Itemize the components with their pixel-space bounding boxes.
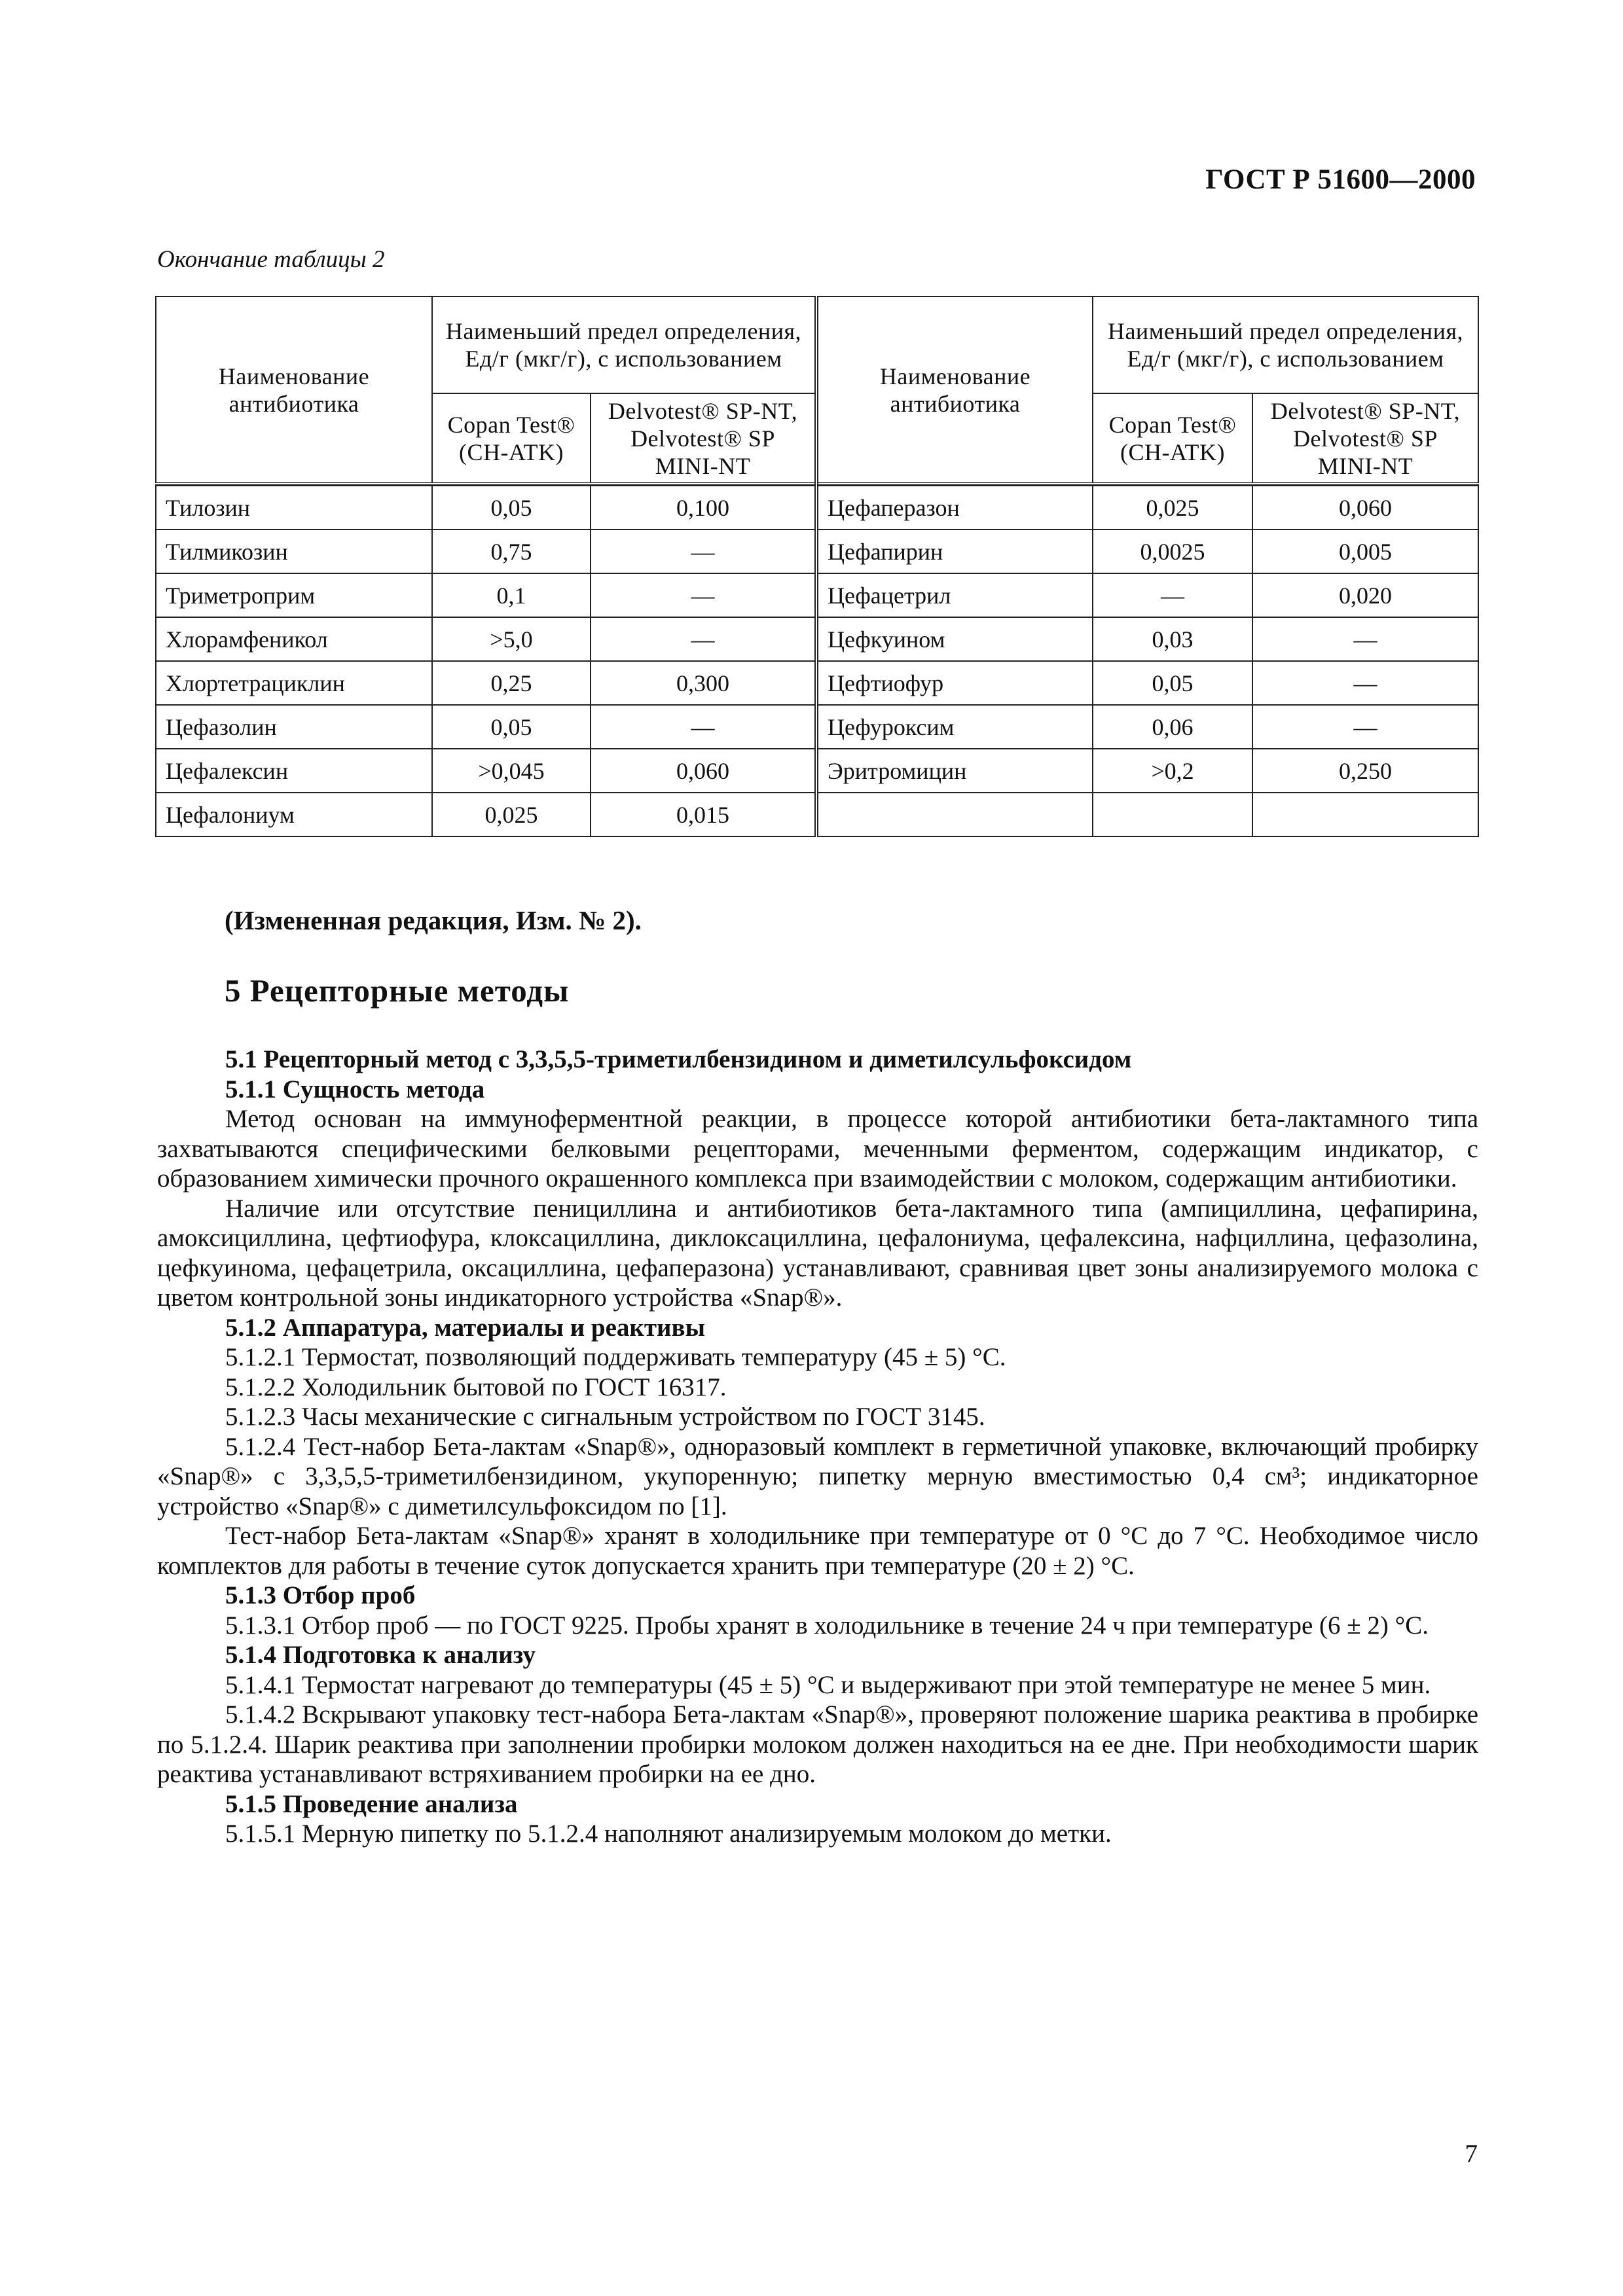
copan-value-cell: 0,0025: [1093, 529, 1252, 573]
table-row: [156, 529, 1478, 573]
subsection-heading: 5.1.4 Подготовка к анализу: [225, 1641, 536, 1669]
copan-value-cell: 0,25: [432, 661, 591, 705]
antibiotic-name-cell: [816, 793, 1093, 836]
table-row: [156, 793, 1478, 836]
paragraph: Метод основан на иммуноферментной реакции, в процессе которой антибиотики бета-лактамного типа захватываются специфическими белковыми рецепторами, меченными ферментом, содержащим индикатор, с образованием химически прочного окрашенного комплекса при взаимодействии с молоком, содержащим антибиотики.: [157, 1105, 1478, 1193]
table-row: [156, 486, 1478, 529]
antibiotic-name-cell: Хлортетрациклин: [156, 661, 432, 705]
copan-value-cell: 0,05: [1093, 661, 1252, 705]
delvotest-value-cell: 0,020: [1252, 573, 1478, 617]
copan-value-cell: —: [1093, 573, 1252, 617]
col-header-name: Наименование антибиотика: [156, 296, 432, 484]
col-header-copan: Copan Test® (CH-ATK): [1093, 393, 1252, 484]
antibiotic-name-cell: Цефкуином: [816, 617, 1093, 661]
antibiotic-name-cell: Цефалексин: [156, 749, 432, 793]
amendment-note: (Измененная редакция, Изм. № 2).: [225, 905, 642, 935]
copan-value-cell: 0,05: [432, 705, 591, 749]
subsection-heading: 5.1.5 Проведение анализа: [225, 1789, 518, 1818]
paragraph: 5.1.2.2 Холодильник бытовой по ГОСТ 16317.: [225, 1372, 727, 1401]
paragraph: 5.1.3.1 Отбор проб — по ГОСТ 9225. Пробы хранят в холодильнике в течение 24 ч при температуре (6 ± 2) °С.: [225, 1611, 1429, 1640]
antibiotic-name-cell: Цефуроксим: [816, 705, 1093, 749]
subsection-heading: 5.1 Рецепторный метод с 3,3,5,5-триметилбензидином и диметилсульфоксидом: [225, 1045, 1132, 1073]
col-header-copan: Copan Test® (CH-ATK): [432, 393, 591, 484]
antibiotic-name-cell: Эритромицин: [816, 749, 1093, 793]
delvotest-value-cell: —: [591, 617, 816, 661]
section-title: 5 Рецепторные методы: [225, 973, 570, 1009]
copan-value-cell: >0,045: [432, 749, 591, 793]
copan-value-cell: 0,025: [1093, 486, 1252, 529]
delvotest-value-cell: —: [591, 705, 816, 749]
copan-value-cell: 0,06: [1093, 705, 1252, 749]
antibiotic-name-cell: Цефтиофур: [816, 661, 1093, 705]
delvotest-value-cell: 0,060: [591, 749, 816, 793]
antibiotic-name-cell: Тилозин: [156, 486, 432, 529]
table-row: [156, 573, 1478, 617]
col-header-limit: Наименьший предел определения, Ед/г (мкг/г), с использованием: [1093, 296, 1478, 393]
antibiotic-name-cell: Цефалониум: [156, 793, 432, 836]
delvotest-value-cell: 0,015: [591, 793, 816, 836]
table-row: [156, 705, 1478, 749]
delvotest-value-cell: —: [1252, 661, 1478, 705]
copan-value-cell: [1093, 793, 1252, 836]
table-row: [156, 661, 1478, 705]
col-header-delvotest: Delvotest® SP-NT, Delvotest® SP MINI-NT: [591, 393, 816, 484]
table-row: [156, 749, 1478, 793]
subsection-heading: 5.1.1 Сущность метода: [225, 1075, 485, 1103]
page-number: 7: [1465, 2140, 1478, 2168]
subsection-heading: 5.1.3 Отбор проб: [225, 1581, 416, 1609]
delvotest-value-cell: 0,100: [591, 486, 816, 529]
subsection-heading: 5.1.2 Аппаратура, материалы и реактивы: [225, 1313, 706, 1342]
copan-value-cell: 0,75: [432, 529, 591, 573]
antibiotic-name-cell: Цефаперазон: [816, 486, 1093, 529]
delvotest-value-cell: 0,060: [1252, 486, 1478, 529]
table-row: [156, 617, 1478, 661]
delvotest-value-cell: [1252, 793, 1478, 836]
col-header-limit: Наименьший предел определения, Ед/г (мкг/г), с использованием: [432, 296, 816, 393]
antibiotic-name-cell: Тилмикозин: [156, 529, 432, 573]
delvotest-value-cell: 0,250: [1252, 749, 1478, 793]
delvotest-value-cell: 0,005: [1252, 529, 1478, 573]
detection-limits-table: [155, 296, 1479, 837]
delvotest-value-cell: —: [591, 573, 816, 617]
antibiotic-name-cell: Хлорамфеникол: [156, 617, 432, 661]
paragraph: 5.1.4.1 Термостат нагревают до температуры (45 ± 5) °С и выдерживают при этой температуре не менее 5 мин.: [225, 1670, 1431, 1699]
paragraph: Тест-набор Бета-лактам «Snap®» хранят в холодильнике при температуре от 0 °С до 7 °С. Необходимое число комплектов для работы в течение суток допускается хранить при температуре (20 ± 2) °С.: [157, 1522, 1478, 1580]
delvotest-value-cell: —: [1252, 617, 1478, 661]
antibiotic-name-cell: Цефацетрил: [816, 573, 1093, 617]
antibiotic-name-cell: Цефапирин: [816, 529, 1093, 573]
antibiotic-name-cell: Триметроприм: [156, 573, 432, 617]
table-caption: Окончание таблицы 2: [157, 246, 385, 273]
delvotest-value-cell: —: [591, 529, 816, 573]
col-header-delvotest: Delvotest® SP-NT, Delvotest® SP MINI-NT: [1252, 393, 1478, 484]
standard-code: ГОСТ Р 51600—2000: [1205, 164, 1476, 195]
paragraph: 5.1.2.4 Тест-набор Бета-лактам «Snap®», одноразовый комплект в герметичной упаковке, включающий пробирку «Snap®» с 3,3,5,5-триметилбензидином, укупоренную; пипетку мерную вместимостью 0,4 см³; индикаторное устройство «Snap®» с диметилсульфоксидом по [1].: [157, 1432, 1478, 1520]
copan-value-cell: >0,2: [1093, 749, 1252, 793]
paragraph: 5.1.4.2 Вскрывают упаковку тест-набора Бета-лактам «Snap®», проверяют положение шарика реактива в пробирке по 5.1.2.4. Шарик реактива при заполнении пробирки молоком должен находиться на ее дне. При необходимости шарик реактива устанавливают встряхиванием пробирки на ее дно.: [157, 1700, 1478, 1788]
paragraph: 5.1.5.1 Мерную пипетку по 5.1.2.4 наполняют анализируемым молоком до метки.: [225, 1820, 1112, 1848]
copan-value-cell: 0,05: [432, 486, 591, 529]
paragraph: 5.1.2.3 Часы механические с сигнальным устройством по ГОСТ 3145.: [225, 1403, 985, 1431]
copan-value-cell: 0,03: [1093, 617, 1252, 661]
paragraph: 5.1.2.1 Термостат, позволяющий поддерживать температуру (45 ± 5) °С.: [225, 1343, 1006, 1371]
delvotest-value-cell: —: [1252, 705, 1478, 749]
body-text: [157, 1045, 1478, 1849]
copan-value-cell: 0,025: [432, 793, 591, 836]
copan-value-cell: 0,1: [432, 573, 591, 617]
antibiotic-name-cell: Цефазолин: [156, 705, 432, 749]
col-header-name: Наименование антибиотика: [816, 296, 1093, 484]
delvotest-value-cell: 0,300: [591, 661, 816, 705]
copan-value-cell: >5,0: [432, 617, 591, 661]
paragraph: Наличие или отсутствие пенициллина и антибиотиков бета-лактамного типа (ампициллина, цефапирина, амоксициллина, цефтиофура, клоксациллина, диклоксациллина, цефалониума, цефалексина, нафциллина, цефазолина, цефкуинома, цефацетрила, оксациллина, цефаперазона) устанавливают, сравнивая цвет зоны анализируемого молока с цветом контрольной зоны индикаторного устройства «Snap®».: [157, 1194, 1478, 1312]
table-body: [156, 484, 1478, 836]
